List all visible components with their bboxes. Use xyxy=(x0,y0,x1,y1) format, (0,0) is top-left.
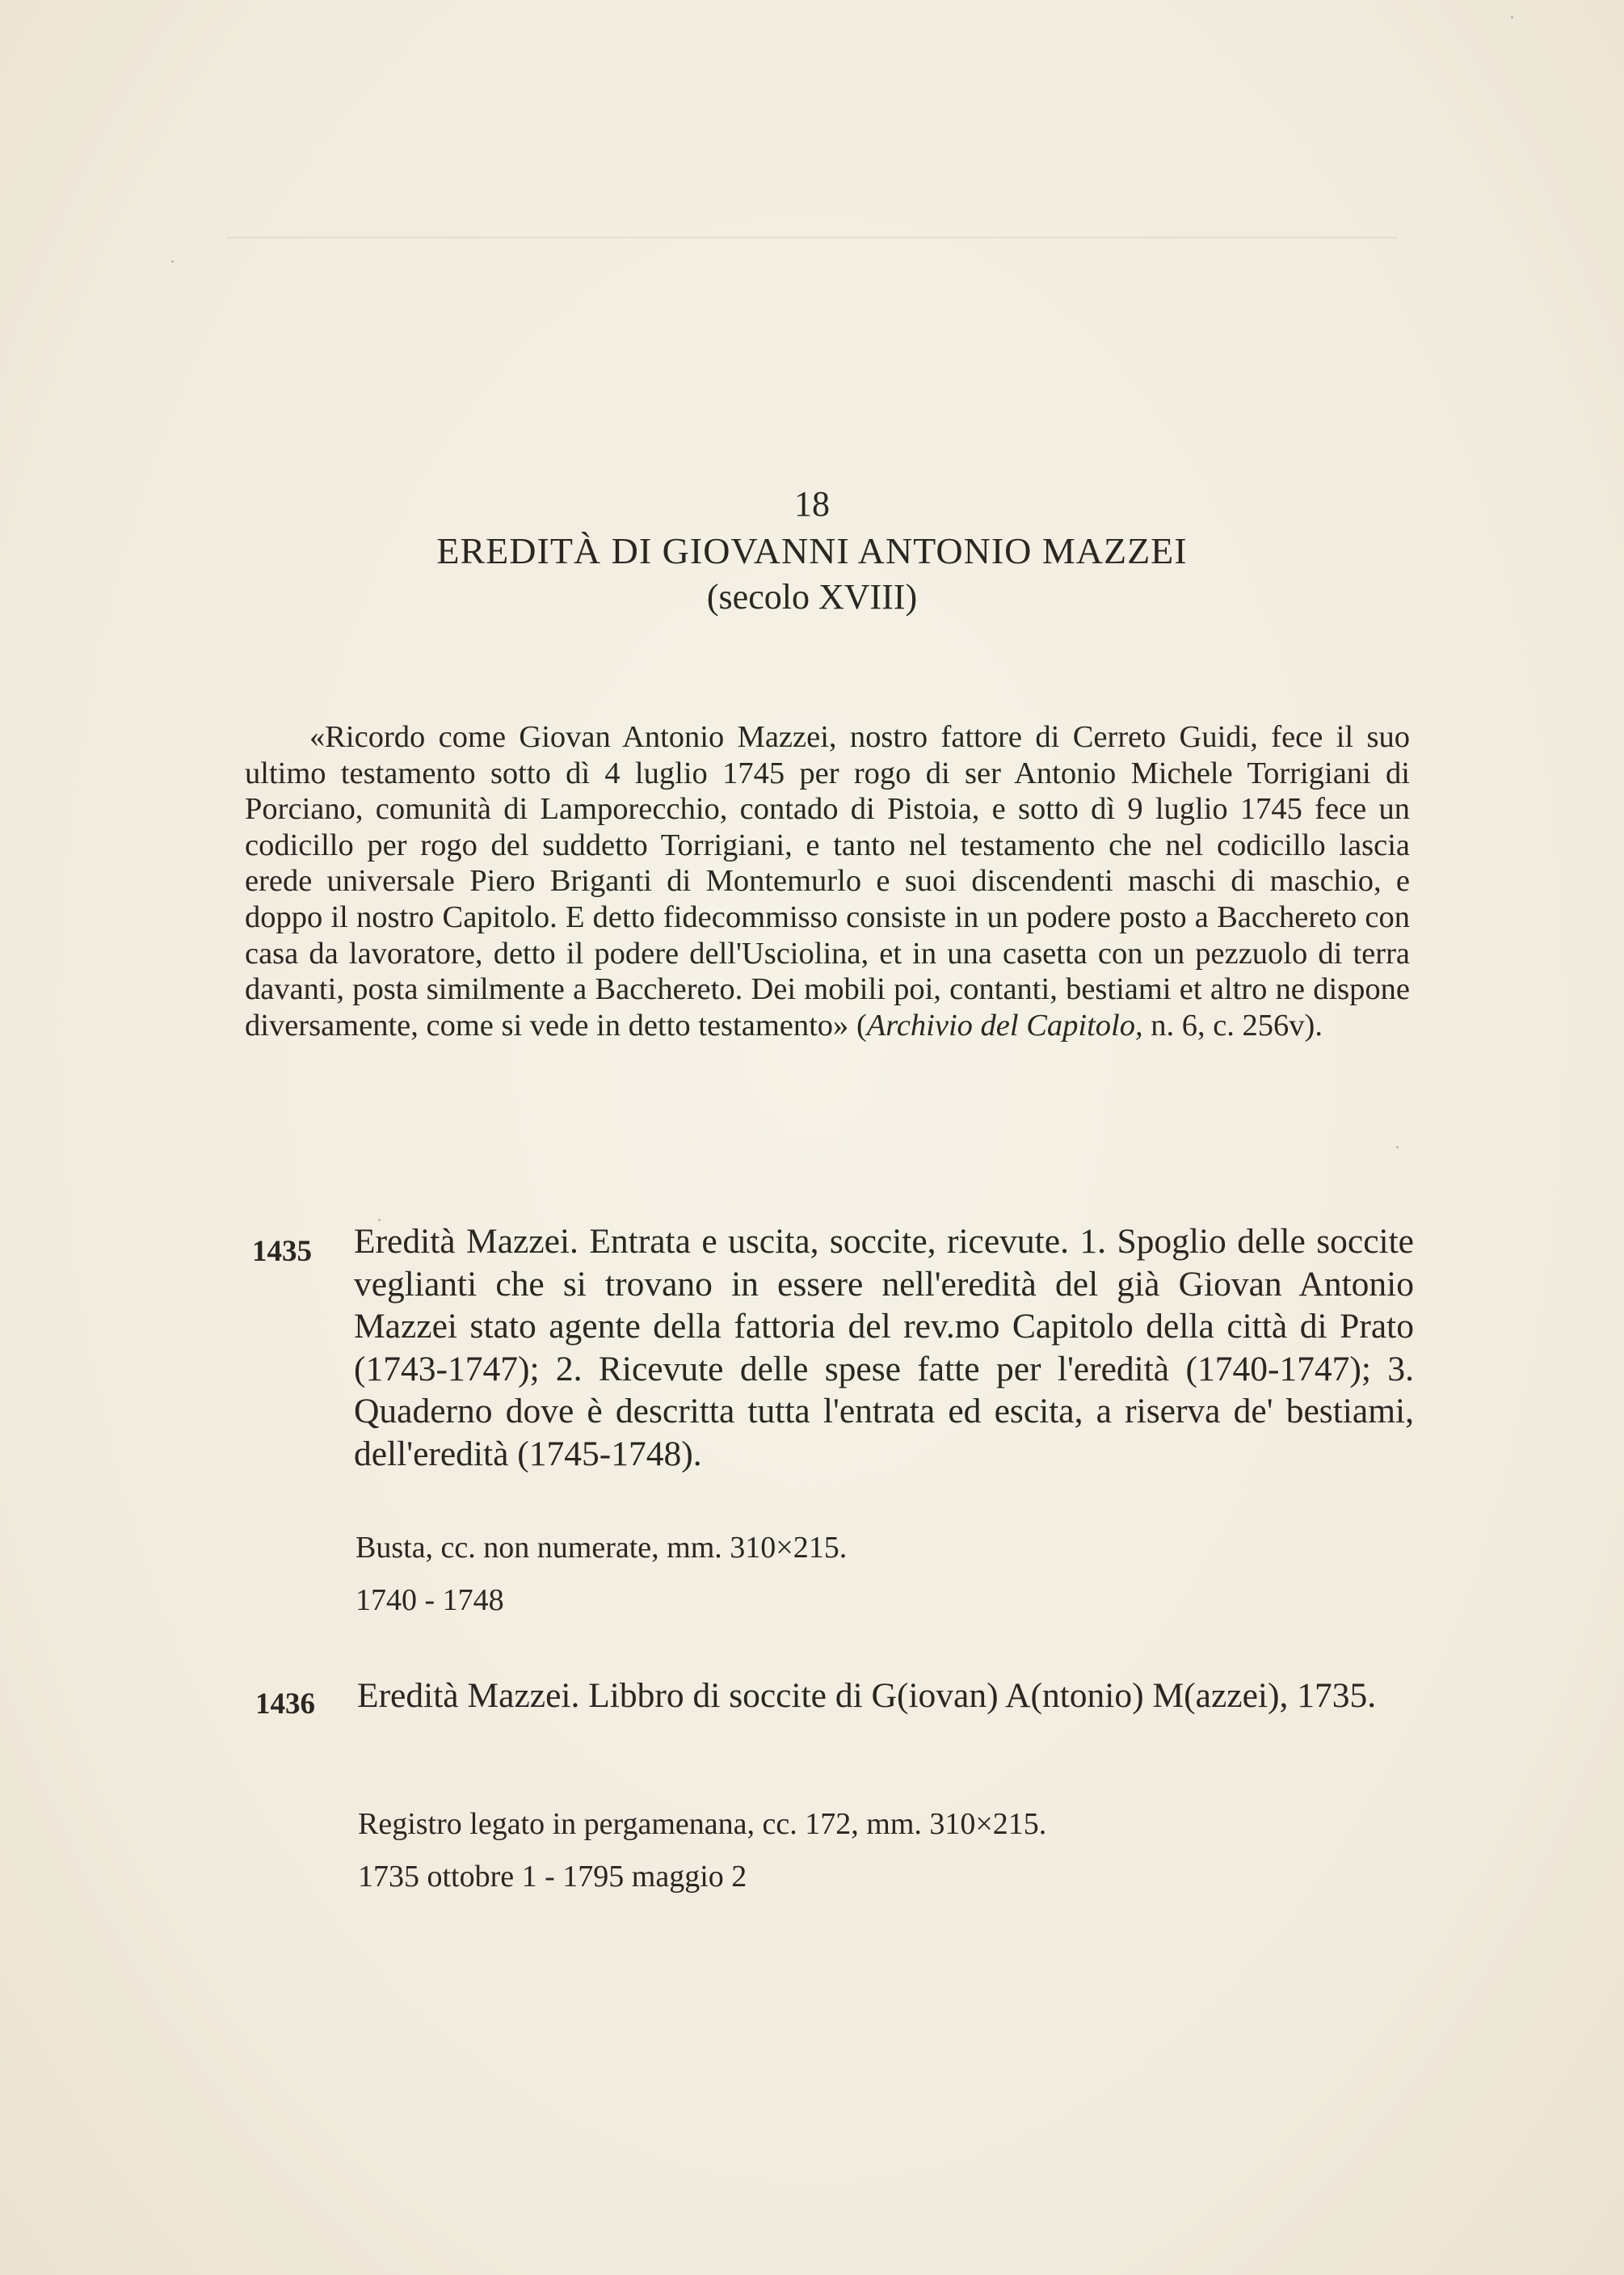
entry-number-1435: 1435 xyxy=(252,1235,312,1268)
paper-speck xyxy=(1396,1146,1399,1148)
section-title: EREDITÀ DI GIOVANNI ANTONIO MAZZEI xyxy=(436,530,1188,571)
entry-text-1436: Eredità Mazzei. Libbro di soccite di G(iovan) A(ntonio) M(azzei), 1735. xyxy=(357,1676,1377,1715)
quote-source-rest: n. 6, c. 256v). xyxy=(1151,1008,1323,1043)
entry-number-1436: 1436 xyxy=(255,1687,315,1721)
entry-dates-1436: 1735 ottobre 1 - 1795 maggio 2 xyxy=(358,1860,747,1894)
section-subtitle: (secolo XVIII) xyxy=(706,577,918,617)
entry-dates-1435: 1740 - 1748 xyxy=(356,1583,504,1617)
paper-speck xyxy=(1511,16,1513,19)
bleed-through-rule xyxy=(226,237,1398,238)
quoted-record-paragraph xyxy=(245,719,1410,1043)
section-number: 18 xyxy=(794,484,830,524)
entry-description-1436: Registro legato in pergamenana, cc. 172, mm. 310×215. xyxy=(358,1807,1047,1841)
quote-source-italic: Archivio del Capitolo, xyxy=(866,1008,1143,1043)
entry-description-1435: Busta, cc. non numerate, mm. 310×215. xyxy=(356,1531,848,1565)
paper-speck xyxy=(378,1219,381,1221)
entry-text-1435: Eredità Mazzei. Entrata e uscita, soccite, ricevute. 1. Spoglio delle soccite veglianti che si trovano in essere nell'eredità del già Giovan Antonio Mazzei stato agente della fattoria del rev.mo Capitolo della città di Prato (1743-1747); 2. Ricevute delle spese fatte per l'eredità (1740-1747); 3. Quaderno dove è descritta tutta l'entrata ed escita, a riserva de' bestiami, dell'eredità (1745-1748). xyxy=(354,1222,1414,1473)
quote-source-open: ( xyxy=(856,1008,867,1043)
quote-text: «Ricordo come Giovan Antonio Mazzei, nostro fattore di Cerreto Guidi, fece il suo ultimo testamento sotto dì 4 luglio 1745 per rogo di ser Antonio Michele Torrigiani di Porciano, comunità di Lamporecchio, contado di Pistoia, e sotto dì 9 luglio 1745 fece un codicillo per rogo del suddetto Torrigiani, e tanto nel testamento che nel codicillo lascia erede universale Piero Briganti di Montemurlo e suoi discendenti maschi di maschio, e doppo il nostro Capitolo. E detto fidecommisso consiste in un podere posto a Bacchereto con casa da lavoratore, detto il podere dell'Usciolina, et in una casetta con un pezzuolo di terra davanti, posta similmente a Bacchereto. Dei mobili poi, contanti, bestiami et altro ne dispone diversamente, come si vede in detto testamento» xyxy=(245,720,1410,1043)
paper-speck xyxy=(171,260,174,263)
